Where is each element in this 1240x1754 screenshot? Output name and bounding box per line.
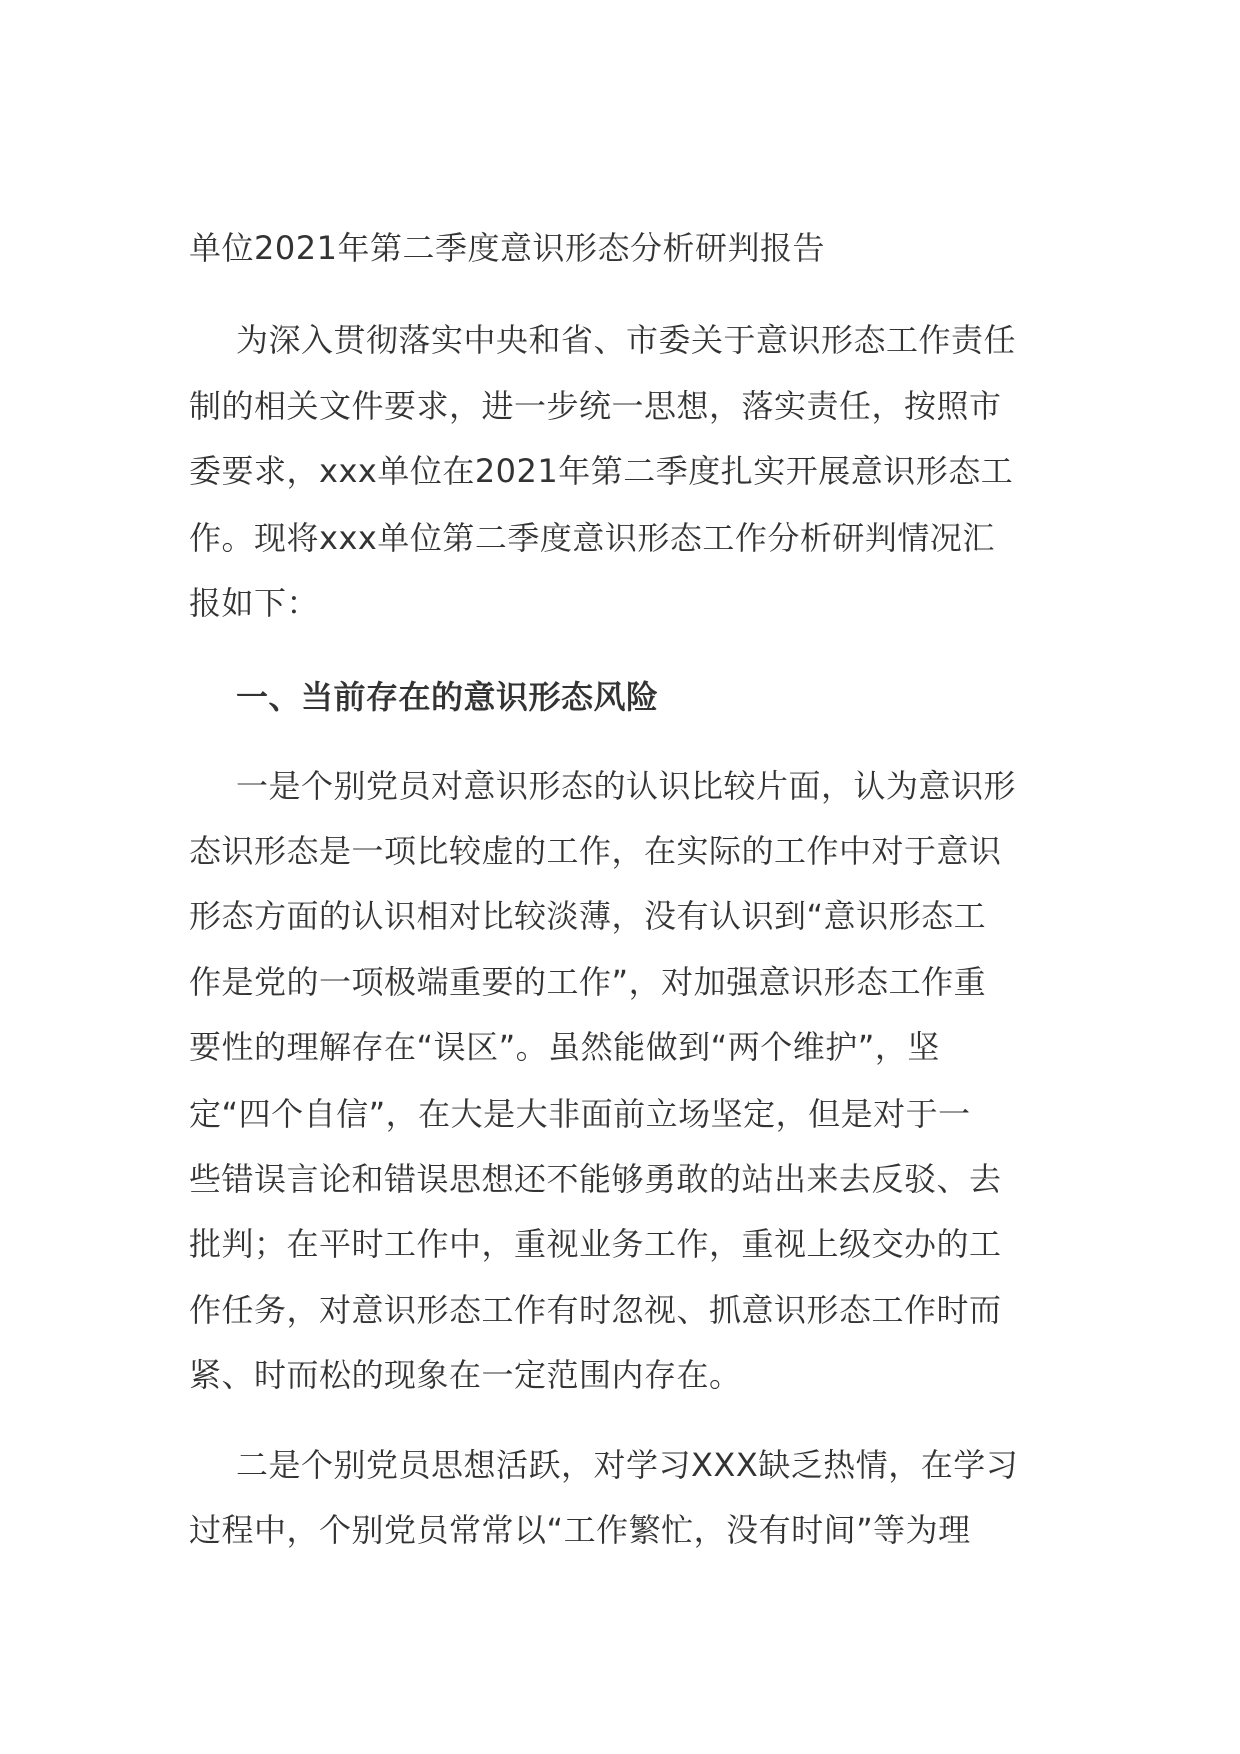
- paragraph-line: 作是党的一项极端重要的工作”，对加强意识形态工作重: [189, 963, 987, 1001]
- section-heading: 一、当前存在的意识形态风险: [236, 678, 659, 716]
- paragraph-line: 紧、时而松的现象在一定范围内存在。: [189, 1356, 742, 1394]
- paragraph-line: 二是个别党员思想活跃，对学习XXX缺乏热情，在学习: [236, 1446, 1019, 1484]
- paragraph-line: 要性的理解存在“误区”。虽然能做到“两个维护”，坚: [189, 1028, 940, 1066]
- paragraph-line: 态识形态是一项比较虚的工作，在实际的工作中对于意识: [189, 832, 1002, 870]
- paragraph-line: 报如下：: [189, 584, 320, 622]
- paragraph-line: 作。现将xxx单位第二季度意识形态工作分析研判情况汇: [189, 519, 995, 557]
- paragraph-line: 批判；在平时工作中，重视业务工作，重视上级交办的工: [189, 1225, 1002, 1263]
- paragraph-line: 委要求，xxx单位在2021年第二季度扎实开展意识形态工: [189, 452, 1014, 490]
- paragraph-line: 些错误言论和错误思想还不能够勇敢的站出来去反驳、去: [189, 1160, 1002, 1198]
- paragraph-line: 形态方面的认识相对比较淡薄，没有认识到“意识形态工: [189, 897, 987, 935]
- paragraph-line: 为深入贯彻落实中央和省、市委关于意识形态工作责任: [236, 321, 1017, 359]
- paragraph-line: 定“四个自信”，在大是大非面前立场坚定，但是对于一: [189, 1095, 971, 1133]
- paragraph-line: 一是个别党员对意识形态的认识比较片面，认为意识形: [236, 767, 1017, 805]
- paragraph-line: 制的相关文件要求，进一步统一思想，落实责任，按照市: [189, 387, 1002, 425]
- paragraph-line: 过程中，个别党员常常以“工作繁忙，没有时间”等为理: [189, 1511, 971, 1549]
- paragraph-line: 作任务，对意识形态工作有时忽视、抓意识形态工作时而: [189, 1291, 1002, 1329]
- document-title: 单位2021年第二季度意识形态分析研判报告: [189, 229, 825, 267]
